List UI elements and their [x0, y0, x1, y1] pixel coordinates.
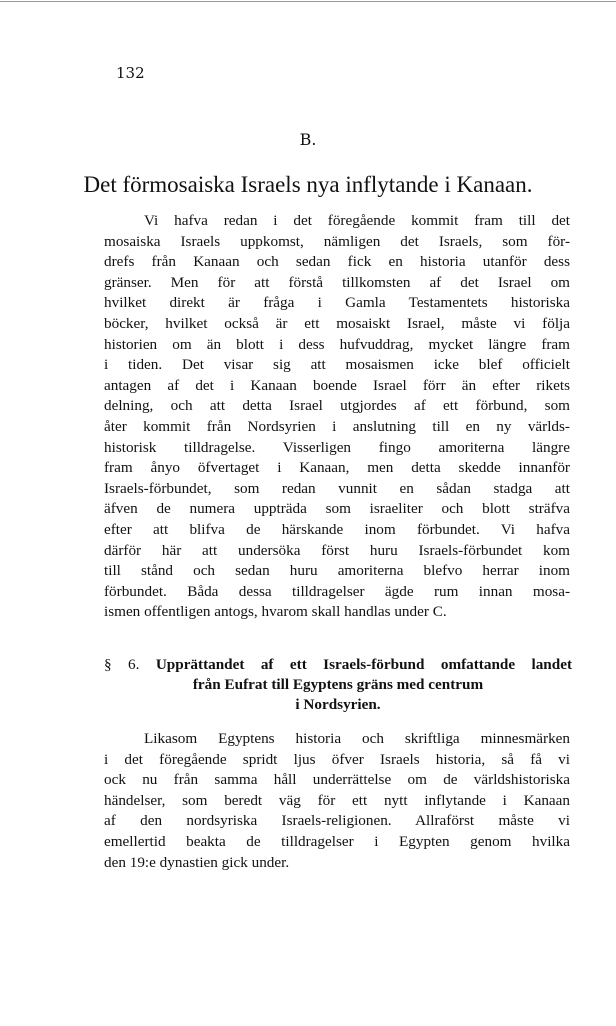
text-line: antagen af det i Kanaan boende Israel förr än efter rikets [104, 376, 570, 394]
part-label: B. [299, 130, 317, 149]
section-heading [104, 655, 572, 715]
text-line: fram ånyo öfvertaget i Kanaan, men detta skedde innanför [104, 459, 570, 477]
text-line: mosaiska Israels uppkomst, nämligen det Israels, som för- [104, 232, 570, 250]
text-line: därför här att undersöka först huru Israels-förbundet kom [104, 541, 570, 559]
text-line: böcker, hvilket också är ett mosaiskt Israel, måste vi följa [104, 314, 570, 332]
text-line: ock nu från samma håll underrättelse om de världshistoriska [104, 771, 570, 789]
text-line: förbundet. Båda dessa tilldragelser ägde rum innan mosa- [104, 582, 570, 600]
top-rule [0, 1, 616, 2]
section-heading-line: i Nordsyrien. [295, 696, 381, 713]
text-line: åter kommit från Nordsyrien i anslutning till en ny världs- [104, 417, 570, 435]
text-line: delning, och att detta Israel utgjordes af ett förbund, som [104, 397, 570, 415]
text-line: af den nordsyriska Israels-religionen. Allraförst måste vi [104, 812, 570, 830]
text-line: i det föregående spridt ljus öfver Israels historia, så få vi [104, 750, 570, 768]
body-paragraph-2 [104, 729, 570, 873]
text-line: i tiden. Det visar sig att mosaismen icke blef officielt [104, 356, 570, 374]
text-line: efter att blifva de härskande inom förbundet. Vi hafva [104, 520, 570, 538]
section-heading-line [104, 655, 572, 675]
page-number: 132 [116, 64, 145, 82]
text-line: ismen offentligen antogs, hvarom skall handlas under C. [104, 603, 447, 621]
text-line: gränser. Men för att förstå tillkomsten af det Israel om [104, 273, 570, 291]
section-number: § 6. [104, 656, 140, 673]
text-line: hvilket direkt är fråga i Gamla Testamentets historiska [104, 294, 570, 312]
text-line: drefs från Kanaan och sedan fick en historia utanför dess [104, 253, 570, 271]
text-line: den 19:e dynastien gick under. [104, 853, 290, 871]
text-line: Vi hafva redan i det föregående kommit fram till det [144, 212, 570, 229]
text-line: till stånd och sedan huru amoriterna blefvo herrar inom [104, 562, 570, 580]
text-line: historisk tilldragelse. Visserligen fingo amoriterna längre [104, 438, 570, 456]
text-line: händelser, som beredt väg för ett nytt inflytande i Kanaan [104, 791, 570, 809]
section-heading-line: från Eufrat till Egyptens gräns med centrum [192, 676, 484, 693]
section-heading-text: Upprättandet af ett Israels-förbund omfattande landet [155, 656, 573, 673]
chapter-title: Det förmosaiska Israels nya inflytande i Kanaan. [83, 172, 533, 197]
text-line: Israels-förbundet, som redan vunnit en sådan stadga att [104, 479, 570, 497]
text-line: historien om än blott i dess hufvuddrag, mycket längre fram [104, 335, 570, 353]
text-line: emellertid beakta de tilldragelser i Egypten genom hvilka [104, 832, 570, 850]
text-line: äfven de numera uppträda som israeliter och blott sträfva [104, 500, 570, 518]
body-paragraph-1 [104, 211, 570, 623]
text-line: Likasom Egyptens historia och skriftliga minnesmärken [144, 730, 570, 747]
